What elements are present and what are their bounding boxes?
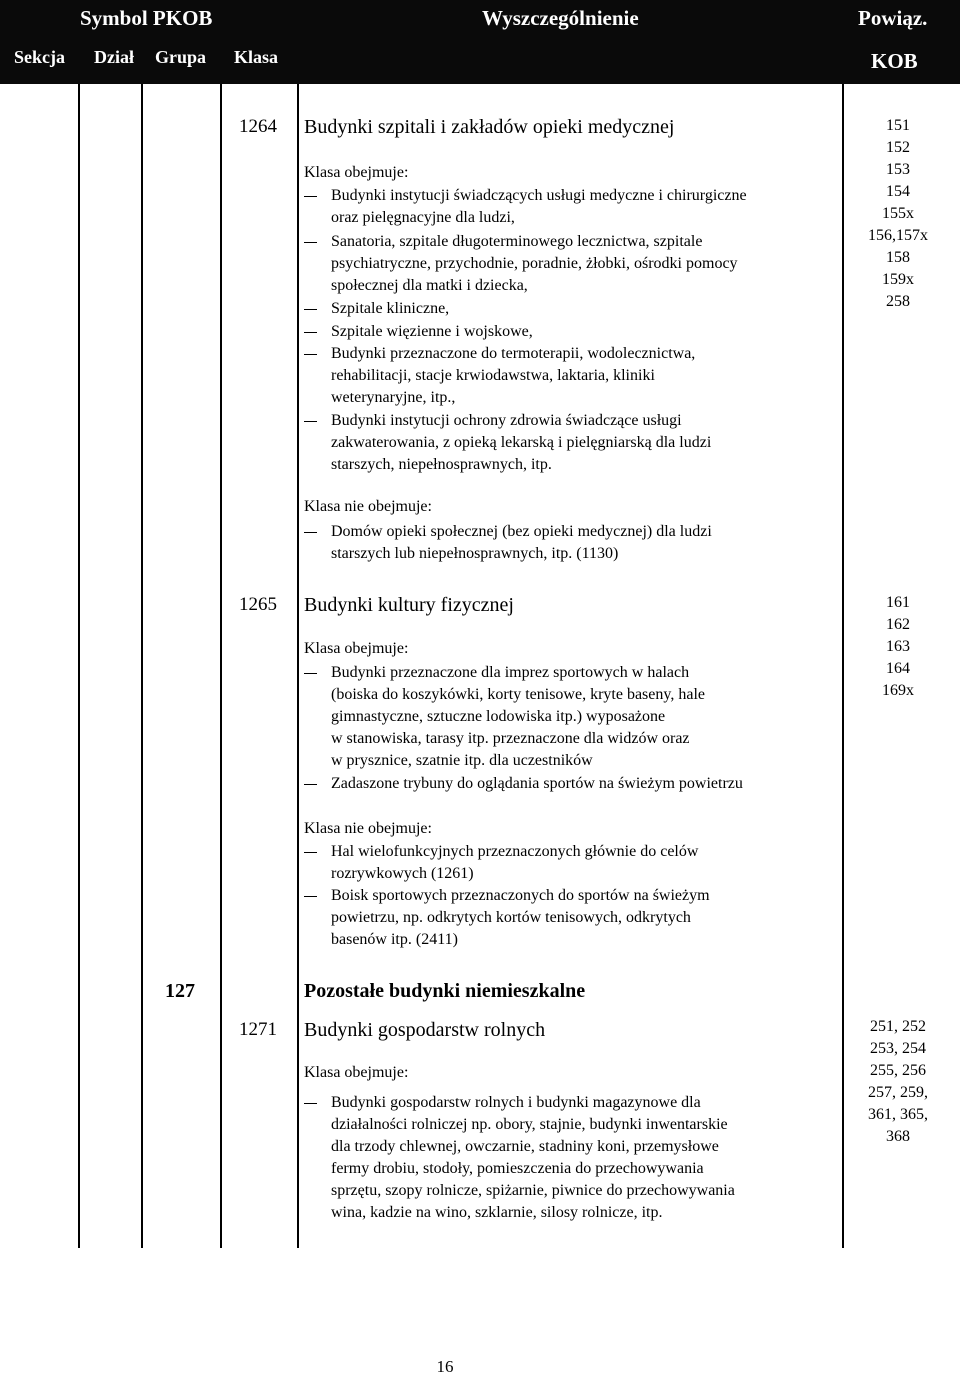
- table-header: [0, 0, 960, 84]
- dash-marker: [304, 784, 317, 785]
- list-item: Budynki instytucji ochrony zdrowia świadczące usługi zakwaterowania, z opieką lekarską i pielęgniarską dla ludzi starszych, niepełnosprawnych, itp.: [304, 410, 839, 476]
- list-item: Zadaszone trybuny do oglądania sportów na świeżym powietrzu: [304, 773, 839, 795]
- kob-codes-1271: 251, 252 253, 254 255, 256 257, 259, 361, 365, 368: [868, 1018, 928, 1145]
- list-item: Sanatoria, szpitale długoterminowego lecznictwa, szpitale psychiatryczne, przychodnie, poradnie, żłobki, ośrodki pomocy społecznej dla matki i dziecka,: [304, 231, 839, 297]
- header-kob: KOB: [871, 49, 918, 73]
- entry-title-1265: Budynki kultury fizycznej: [304, 594, 514, 616]
- column-divider: [78, 84, 80, 1248]
- dash-marker: [304, 421, 317, 422]
- dash-marker: [304, 196, 317, 197]
- dzial-title-127: Pozostałe budynki niemieszkalne: [304, 980, 586, 1002]
- klasa-code-1265: 1265: [239, 594, 277, 615]
- nie-obejmuje-label-1264: Klasa nie obejmuje:: [304, 498, 432, 515]
- column-divider: [141, 84, 143, 1248]
- list-item: Domów opieki społecznej (bez opieki medycznej) dla ludzi starszych lub niepełnosprawnych, itp. (1130): [304, 521, 839, 565]
- nie-obejmuje-label-1265: Klasa nie obejmuje:: [304, 820, 432, 837]
- page-number: 16: [436, 1357, 454, 1376]
- header-symbol-pkob: Symbol PKOB: [80, 6, 213, 30]
- dash-marker: [304, 852, 317, 853]
- obejmuje-label-1271: Klasa obejmuje:: [304, 1064, 409, 1081]
- dash-marker: [304, 354, 317, 355]
- column-divider: [842, 84, 844, 1248]
- dzial-code-127: 127: [165, 980, 195, 1002]
- column-divider: [297, 84, 299, 1248]
- dash-marker: [304, 332, 317, 333]
- kob-codes-1264: 151 152 153 154 155x 156,157x 158 159x 258: [868, 117, 928, 310]
- entry-title-1264: Budynki szpitali i zakładów opieki medycznej: [304, 116, 675, 138]
- dash-marker: [304, 896, 317, 897]
- obejmuje-label-1265: Klasa obejmuje:: [304, 640, 409, 657]
- list-item: Budynki przeznaczone dla imprez sportowych w halach (boiska do koszykówki, korty tenisowe, kryte baseny, hale gimnastyczne, sztuczne lodowiska itp.) wyposażone w stanowiska, tarasy itp. przeznaczone dla widzów oraz w prysznice, szatnie itp. dla uczestników: [304, 662, 839, 772]
- header-wyszczegolnienie: Wyszczególnienie: [482, 6, 639, 30]
- dash-marker: [304, 673, 317, 674]
- kob-codes-1265: 161 162 163 164 169x: [882, 594, 914, 699]
- list-item: Hal wielofunkcyjnych przeznaczonych głównie do celów rozrywkowych (1261): [304, 841, 839, 885]
- header-dzial: Dział: [94, 47, 134, 67]
- obejmuje-label-1264: Klasa obejmuje:: [304, 164, 409, 181]
- dash-marker: [304, 532, 317, 533]
- klasa-code-1271: 1271: [239, 1019, 277, 1040]
- dash-marker: [304, 1103, 317, 1104]
- header-klasa: Klasa: [234, 47, 279, 67]
- header-sekcja: Sekcja: [14, 47, 65, 67]
- list-item: Szpitale kliniczne,: [304, 298, 839, 320]
- list-item: Budynki gospodarstw rolnych i budynki magazynowe dla działalności rolniczej np. obory, stajnie, budynki inwentarskie dla trzody chlewnej, owczarnie, stadniny koni, przemysłowe fermy drobiu, stodoły, pomieszczenia do przechowywania sprzętu, szopy rolnicze, spiżarnie, piwnice do przechowywania wina, kadzie na wino, szklarnie, silosy rolnicze, itp.: [304, 1092, 839, 1224]
- dash-marker: [304, 309, 317, 310]
- header-grupa: Grupa: [155, 47, 207, 67]
- klasa-code-1264: 1264: [239, 116, 277, 137]
- entry-title-1271: Budynki gospodarstw rolnych: [304, 1019, 546, 1041]
- list-item: Boisk sportowych przeznaczonych do sportów na świeżym powietrzu, np. odkrytych kortów tenisowych, odkrytych basenów itp. (2411): [304, 885, 839, 951]
- column-divider: [220, 84, 222, 1248]
- list-item: Budynki przeznaczone do termoterapii, wodolecznictwa, rehabilitacji, stacje krwiodawstwa, laktaria, kliniki weterynaryjne, itp.,: [304, 343, 839, 409]
- list-item: Szpitale więzienne i wojskowe,: [304, 321, 839, 343]
- list-item: Budynki instytucji świadczących usługi medyczne i chirurgiczne oraz pielęgnacyjne dla ludzi,: [304, 185, 839, 229]
- dash-marker: [304, 242, 317, 243]
- header-powiaz: Powiąz.: [858, 6, 928, 30]
